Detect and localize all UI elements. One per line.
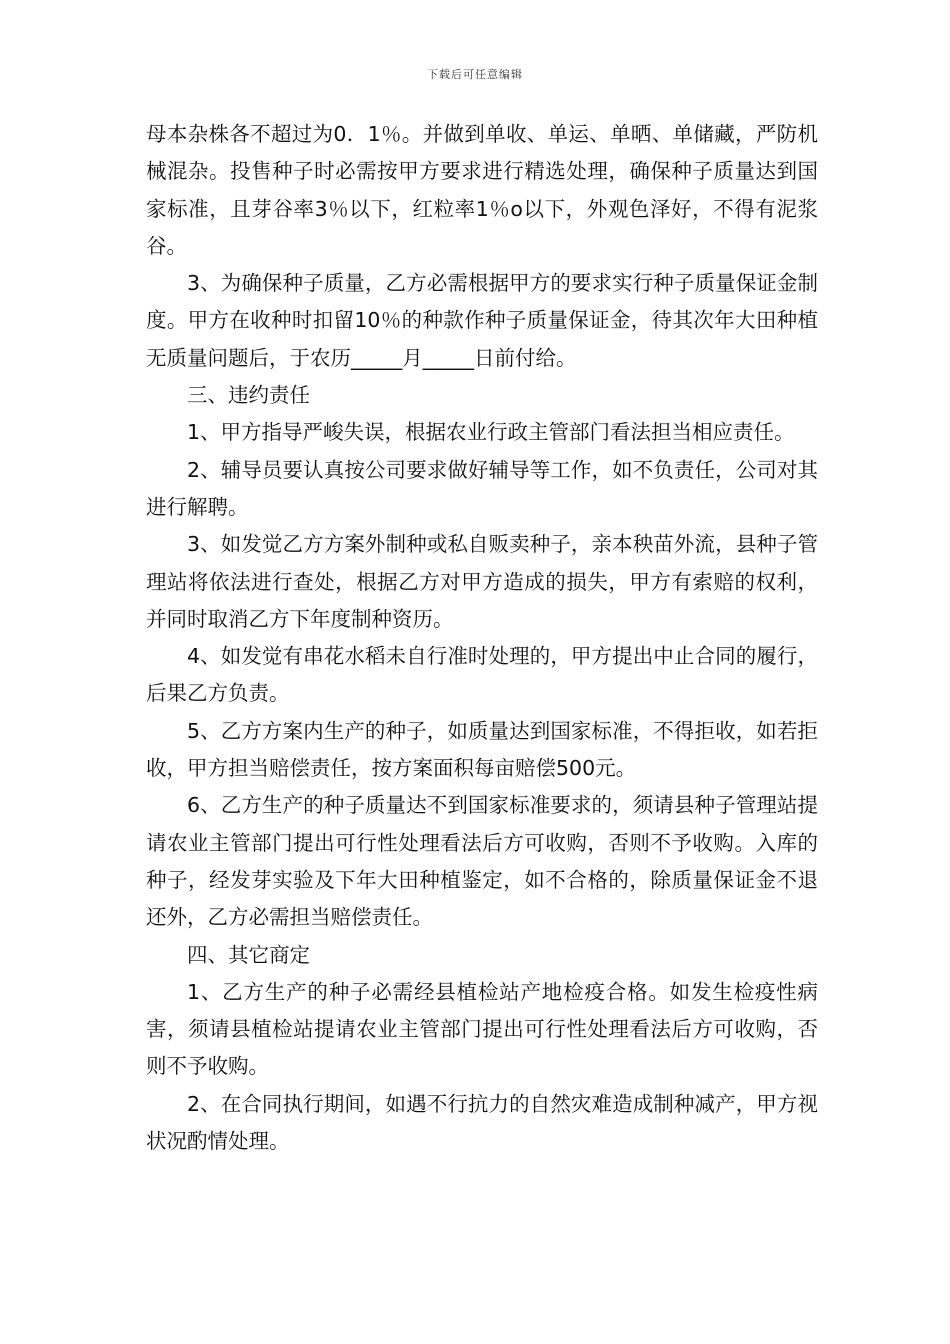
paragraph-quality-deposit: 3、为确保种子质量，乙方必需根据甲方的要求实行种子质量保证金制度。甲方在收种时扣留10％的种款作种子质量保证金，待其次年大田种植无质量问题后，于农历_____月_____日前付给。 [146,271,818,370]
document-body [146,116,818,1160]
paragraph-liability-4: 4、如发觉有串花水稻未自行准时处理的，甲方提出中止合同的履行，后果乙方负责。 [146,644,818,706]
paragraph-other-2: 2、在合同执行期间，如遇不行抗力的自然灾难造成制种减产，甲方视状况酌情处理。 [146,1091,818,1154]
paragraph-liability-6: 6、乙方生产的种子质量达不到国家标准要求的，须请县种子管理站提请农业主管部门提出可行性处理看法后方可收购，否则不予收购。入库的种子，经发芽实验及下年大田种植鉴定，如不合格的，除质量保证金不退还外，乙方必需担当赔偿责任。 [146,793,818,930]
paragraph-liability-2: 2、辅导员要认真按公司要求做好辅导等工作，如不负责任，公司对其进行解聘。 [146,457,818,519]
section-heading-other-terms: 四、其它商定 [187,942,310,967]
section-heading-liability: 三、违约责任 [187,383,310,408]
paragraph-liability-3: 3、如发觉乙方方案外制种或私自贩卖种子，亲本秧苗外流，县种子管理站将依法进行查处，根据乙方对甲方造成的损失，甲方有索赔的权利，并同时取消乙方下年度制种资历。 [146,532,818,631]
paragraph-seed-purity: 母本杂株各不超过为0．1％。并做到单收、单运、单晒、单储藏，严防机械混杂。投售种子时必需按甲方要求进行精选处理，确保种子质量达到国家标准，且芽谷率3％以下，红粒率1％o以下，外观色泽好，不得有泥浆谷。 [146,122,818,258]
paragraph-liability-1: 1、甲方指导严峻失误，根据农业行政主管部门看法担当相应责任。 [187,420,795,445]
paragraph-other-1: 1、乙方生产的种子必需经县植检站产地检疫合格。如发生检疫性病害，须请县植检站提请农业主管部门提出可行性处理看法后方可收购，否则不予收购。 [146,979,818,1079]
paragraph-liability-5: 5、乙方方案内生产的种子，如质量达到国家标准，不得拒收，如若拒收，甲方担当赔偿责任，按方案面积每亩赔偿500元。 [146,718,818,781]
page-header: 下载后可任意编辑 [427,68,523,81]
